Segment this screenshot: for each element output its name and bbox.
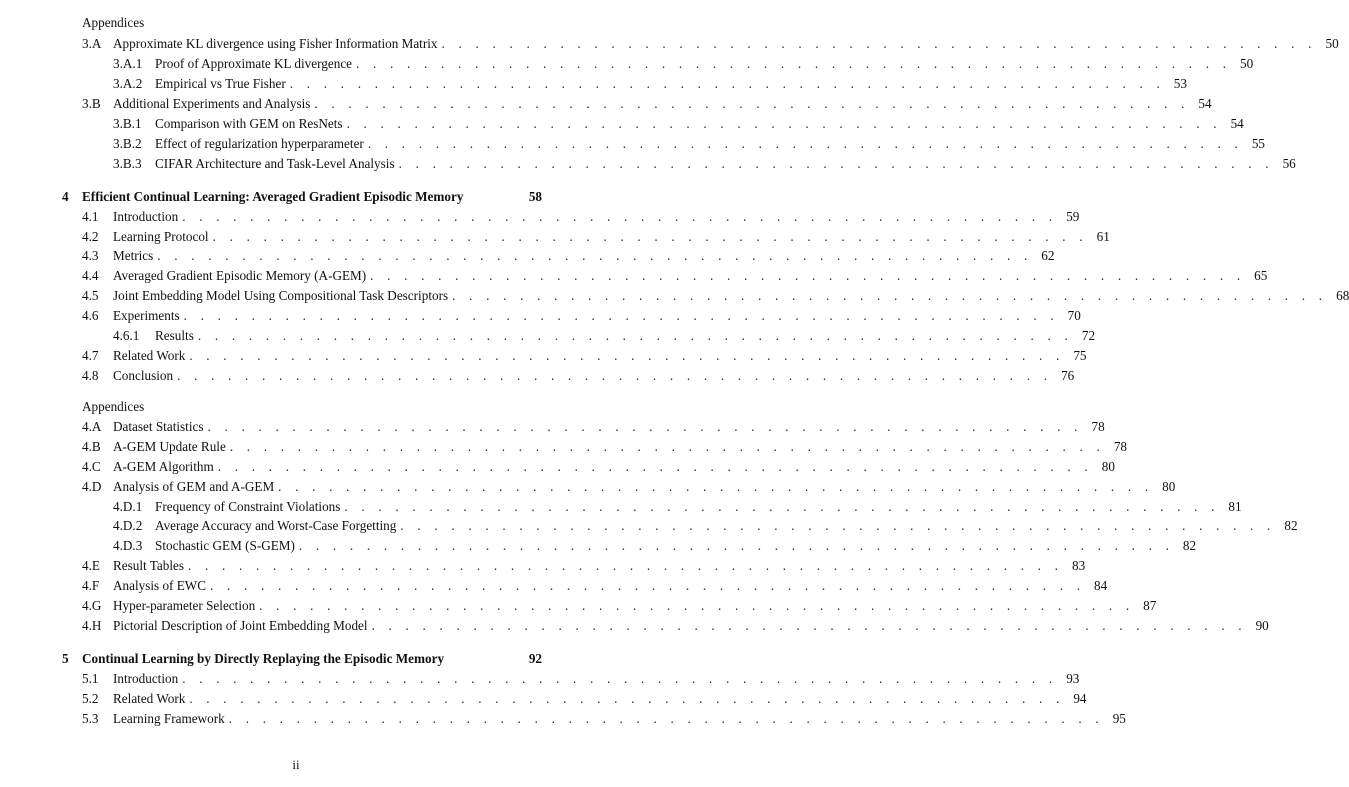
toc-entry-page: 59 <box>1066 209 1080 224</box>
toc-entry-title: Stochastic GEM (S-GEM) <box>155 538 295 553</box>
toc-entry-number: 4.3 <box>82 248 99 263</box>
dot-leader: . . . . . . . . . . . . . . . . . . . . . . . . . . . . . . . . . . . . . . . . . . . . . . . . . . . . <box>189 348 1065 363</box>
dot-leader: . . . . . . . . . . . . . . . . . . . . . . . . . . . . . . . . . . . . . . . . . . . . . . . . . . . . <box>346 116 1222 131</box>
toc-entry-title: Related Work <box>113 348 186 363</box>
toc-entry-number: 4.4 <box>82 268 99 283</box>
toc-entry[interactable] <box>82 618 1269 634</box>
toc-entry-number: 4.6.1 <box>113 328 140 343</box>
dot-leader: . . . . . . . . . . . . . . . . . . . . . . . . . . . . . . . . . . . . . . . . . . . . . . . . . . . . <box>452 288 1328 303</box>
toc-entry[interactable] <box>113 538 1197 554</box>
toc-entry-page: 94 <box>1073 691 1087 706</box>
toc-entry[interactable] <box>82 308 1081 324</box>
toc-entry-title: Comparison with GEM on ResNets <box>155 116 343 131</box>
toc-entry[interactable] <box>82 268 1268 284</box>
dot-leader: . . . . . . . . . . . . . . . . . . . . . . . . . . . . . . . . . . . . . . . . . . . . . . . . . . . . <box>398 156 1274 171</box>
toc-entry[interactable] <box>82 368 1075 384</box>
toc-entry[interactable] <box>82 288 1349 304</box>
toc-entry-page: 56 <box>1282 156 1296 171</box>
dot-leader: . . . . . . . . . . . . . . . . . . . . . . . . . . . . . . . . . . . . . . . . . . . . . . . . . . . . <box>189 691 1065 706</box>
dot-leader: . . . . . . . . . . . . . . . . . . . . . . . . . . . . . . . . . . . . . . . . . . . . . . . . . . . . <box>177 368 1053 383</box>
toc-entry-title: A-GEM Algorithm <box>113 459 214 474</box>
toc-entry-number: 4.D <box>82 479 102 494</box>
toc-entry-number: 4.6 <box>82 308 99 323</box>
toc-entry[interactable] <box>82 479 1176 495</box>
toc-entry-page: 80 <box>1162 479 1176 494</box>
toc-entry-title: Related Work <box>113 691 186 706</box>
toc-entry-page: 76 <box>1061 368 1075 383</box>
dot-leader: . . . . . . . . . . . . . . . . . . . . . . . . . . . . . . . . . . . . . . . . . . . . . . . . . . . . <box>210 578 1086 593</box>
dot-leader: . . . . . . . . . . . . . . . . . . . . . . . . . . . . . . . . . . . . . . . . . . . . . . . . . . . . <box>314 96 1190 111</box>
dot-leader: . . . . . . . . . . . . . . . . . . . . . . . . . . . . . . . . . . . . . . . . . . . . . . . . . . . . <box>356 56 1232 71</box>
toc-entry-number: 4.A <box>82 419 102 434</box>
toc-entry-number: 4.5 <box>82 288 99 303</box>
chapter-page: 92 <box>528 651 542 666</box>
toc-entry-number: 3.B.1 <box>113 116 142 131</box>
toc-entry-title: Analysis of EWC <box>113 578 207 593</box>
chapter-title: Efficient Continual Learning: Averaged Gradient Episodic Memory <box>82 189 464 204</box>
toc-entry-page: 54 <box>1198 96 1212 111</box>
dot-leader: . . . . . . . . . . . . . . . . . . . . . . . . . . . . . . . . . . . . . . . . . . . . . . . . . . . . <box>367 136 1243 151</box>
chapter-number: 4 <box>62 189 69 204</box>
toc-entry[interactable] <box>82 578 1108 594</box>
toc-entry-page: 84 <box>1094 578 1108 593</box>
toc-entry[interactable] <box>82 348 1087 364</box>
toc-entry-page: 81 <box>1228 499 1242 514</box>
chapter-title: Continual Learning by Directly Replaying the Episodic Memory <box>82 651 445 666</box>
toc-entry-page: 82 <box>1182 538 1197 553</box>
toc-entry[interactable] <box>82 248 1055 264</box>
toc-entry-number: 4.C <box>82 459 101 474</box>
dot-leader: . . . . . . . . . . . . . . . . . . . . . . . . . . . . . . . . . . . . . . . . . . . . . . . . . . . . <box>441 36 1317 51</box>
toc-entry[interactable] <box>82 96 1212 112</box>
toc-entry-title: Results <box>155 328 194 343</box>
chapter-page: 58 <box>528 189 542 204</box>
dot-leader: . . . . . . . . . . . . . . . . . . . . . . . . . . . . . . . . . . . . . . . . . . . . . . . . . . . . <box>259 598 1135 613</box>
toc-entry[interactable] <box>113 156 1296 172</box>
toc-entry-title: Pictorial Description of Joint Embedding Model <box>113 618 368 633</box>
toc-entry[interactable] <box>113 518 1298 534</box>
toc-entry[interactable] <box>82 229 1110 245</box>
dot-leader: . . . . . . . . . . . . . . . . . . . . . . . . . . . . . . . . . . . . . . . . . . . . . . . . . . . . <box>371 618 1247 633</box>
chapter-number: 5 <box>62 651 69 666</box>
dot-leader: . . . . . . . . . . . . . . . . . . . . . . . . . . . . . . . . . . . . . . . . . . . . . . . . . . . . <box>278 479 1154 494</box>
toc-entry-title: Empirical vs True Fisher <box>155 76 286 91</box>
toc-entry-page: 78 <box>1091 419 1105 434</box>
toc-entry-page: 61 <box>1096 229 1110 244</box>
toc-entry-page: 53 <box>1173 76 1187 91</box>
toc-entry-title: Hyper-parameter Selection <box>113 598 256 613</box>
dot-leader: . . . . . . . . . . . . . . . . . . . . . . . . . . . . . . . . . . . . . . . . . . . . . . . . . . . . <box>182 671 1058 686</box>
toc-entry-title: Additional Experiments and Analysis <box>113 96 311 111</box>
dot-leader: . . . . . . . . . . . . . . . . . . . . . . . . . . . . . . . . . . . . . . . . . . . . . . . . . . . . <box>229 439 1105 454</box>
toc-entry-page: 95 <box>1112 711 1126 726</box>
toc-entry-number: 5.2 <box>82 691 99 706</box>
dot-leader: . . . . . . . . . . . . . . . . . . . . . . . . . . . . . . . . . . . . . . . . . . . . . . . . . . . . <box>188 558 1064 573</box>
toc-entry-title: Learning Framework <box>113 711 225 726</box>
dot-leader: . . . . . . . . . . . . . . . . . . . . . . . . . . . . . . . . . . . . . . . . . . . . . . . . . . . . <box>207 419 1083 434</box>
toc-entry-page: 93 <box>1066 671 1080 686</box>
toc-entry-page: 87 <box>1143 598 1157 613</box>
toc-entry[interactable] <box>113 56 1254 72</box>
toc-entry-number: 4.B <box>82 439 101 454</box>
toc-entry-number: 4.F <box>82 578 100 593</box>
toc-entry-number: 4.D.1 <box>113 499 143 514</box>
toc-entry-title: Learning Protocol <box>113 229 209 244</box>
toc-entry-number: 4.H <box>82 618 102 633</box>
toc-entry-number: 5.3 <box>82 711 99 726</box>
toc-entry-number: 3.A.2 <box>113 76 143 91</box>
toc-entry-page: 70 <box>1067 308 1081 323</box>
toc-entry-title: Effect of regularization hyperparameter <box>155 136 364 151</box>
toc-entry-title: Average Accuracy and Worst-Case Forgetting <box>155 518 397 533</box>
toc-entry-title: Joint Embedding Model Using Compositional Task Descriptors <box>113 288 449 303</box>
dot-leader: . . . . . . . . . . . . . . . . . . . . . . . . . . . . . . . . . . . . . . . . . . . . . . . . . . . . <box>400 518 1276 533</box>
chapter-entry-4[interactable] <box>62 189 542 205</box>
toc-entry-page: 80 <box>1101 459 1115 474</box>
toc-entry-title: Frequency of Constraint Violations <box>155 499 341 514</box>
toc-entry-title: Approximate KL divergence using Fisher Information Matrix <box>113 36 438 51</box>
toc-entry-title: Analysis of GEM and A-GEM <box>113 479 275 494</box>
toc-entry-title: Dataset Statistics <box>113 419 204 434</box>
toc-entry[interactable] <box>82 711 1126 727</box>
dot-leader: . . . . . . . . . . . . . . . . . . . . . . . . . . . . . . . . . . . . . . . . . . . . . . . . . . . . <box>182 209 1058 224</box>
dot-leader: . . . . . . . . . . . . . . . . . . . . . . . . . . . . . . . . . . . . . . . . . . . . . . . . . . . . <box>217 459 1093 474</box>
toc-entry[interactable] <box>82 439 1127 455</box>
toc-entry-number: 4.G <box>82 598 102 613</box>
appendices-heading-4: Appendices <box>82 399 145 414</box>
dot-leader: . . . . . . . . . . . . . . . . . . . . . . . . . . . . . . . . . . . . . . . . . . . . . . . . . . . . <box>344 499 1220 514</box>
toc-entry-number: 3.A.1 <box>113 56 143 71</box>
dot-leader: . . . . . . . . . . . . . . . . . . . . . . . . . . . . . . . . . . . . . . . . . . . . . . . . . . . . <box>370 268 1246 283</box>
toc-entry[interactable] <box>82 419 1105 435</box>
page-number-footer: ii <box>292 757 300 772</box>
toc-entry[interactable] <box>82 598 1157 614</box>
toc-entry[interactable] <box>113 116 1244 132</box>
toc-entry-number: 4.7 <box>82 348 99 363</box>
dot-leader: . . . . . . . . . . . . . . . . . . . . . . . . . . . . . . . . . . . . . . . . . . . . . . . . . . . . <box>212 229 1088 244</box>
toc-entry[interactable] <box>82 36 1339 52</box>
toc-entry-page: 83 <box>1072 558 1086 573</box>
toc-entry-page: 68 <box>1336 288 1349 303</box>
toc-entry-page: 90 <box>1255 618 1269 633</box>
toc-entry-number: 4.2 <box>82 229 99 244</box>
toc-entry-title: Introduction <box>113 671 179 686</box>
dot-leader: . . . . . . . . . . . . . . . . . . . . . . . . . . . . . . . . . . . . . . . . . . . . . . . . . . . . <box>157 248 1033 263</box>
toc-entry-page: 78 <box>1113 439 1127 454</box>
toc-entry[interactable] <box>82 209 1080 225</box>
appendices-heading-3: Appendices <box>82 15 145 30</box>
toc-entry[interactable] <box>113 136 1265 152</box>
toc-entry[interactable] <box>82 459 1115 475</box>
dot-leader: . . . . . . . . . . . . . . . . . . . . . . . . . . . . . . . . . . . . . . . . . . . . . . . . . . . . <box>183 308 1059 323</box>
toc-entry-number: 4.D.2 <box>113 518 143 533</box>
toc-entry[interactable] <box>113 328 1096 344</box>
toc-entry-page: 50 <box>1325 36 1339 51</box>
toc-entry-number: 3.B <box>82 96 101 111</box>
toc-entry-title: Averaged Gradient Episodic Memory (A-GEM) <box>113 268 367 283</box>
toc-entry-number: 4.D.3 <box>113 538 143 553</box>
toc-entry-title: Proof of Approximate KL divergence <box>155 56 353 71</box>
dot-leader: . . . . . . . . . . . . . . . . . . . . . . . . . . . . . . . . . . . . . . . . . . . . . . . . . . . . <box>197 328 1074 343</box>
toc-entry-page: 75 <box>1073 348 1087 363</box>
toc-entry[interactable] <box>82 691 1087 707</box>
toc-entry-number: 3.A <box>82 36 102 51</box>
toc-entry-title: Experiments <box>113 308 180 323</box>
toc-entry[interactable] <box>82 558 1086 574</box>
toc-entry-number: 4.1 <box>82 209 99 224</box>
toc-entry-page: 50 <box>1240 56 1254 71</box>
chapter-entry-5[interactable] <box>62 651 542 667</box>
toc-entry-page: 82 <box>1284 518 1298 533</box>
toc-entry-page: 65 <box>1254 268 1268 283</box>
toc-entry-title: Result Tables <box>113 558 184 573</box>
toc-entry-title: Conclusion <box>113 368 174 383</box>
toc-entry-page: 55 <box>1251 136 1265 151</box>
toc-entry[interactable] <box>82 671 1080 687</box>
toc-entry-title: Metrics <box>113 248 154 263</box>
toc-entry-number: 4.8 <box>82 368 99 383</box>
toc-entry-number: 4.E <box>82 558 100 573</box>
toc-entry-page: 62 <box>1041 248 1055 263</box>
dot-leader: . . . . . . . . . . . . . . . . . . . . . . . . . . . . . . . . . . . . . . . . . . . . . . . . . . . . <box>289 76 1165 91</box>
toc-entry-page: 72 <box>1081 328 1096 343</box>
toc-entry[interactable] <box>113 76 1187 92</box>
toc-entry-page: 54 <box>1230 116 1244 131</box>
toc-entry-number: 3.B.3 <box>113 156 142 171</box>
toc-entry[interactable] <box>113 499 1242 515</box>
toc-entry-number: 3.B.2 <box>113 136 142 151</box>
toc-entry-title: CIFAR Architecture and Task-Level Analysis <box>155 156 395 171</box>
dot-leader: . . . . . . . . . . . . . . . . . . . . . . . . . . . . . . . . . . . . . . . . . . . . . . . . . . . . <box>298 538 1175 553</box>
dot-leader: . . . . . . . . . . . . . . . . . . . . . . . . . . . . . . . . . . . . . . . . . . . . . . . . . . . . <box>228 711 1104 726</box>
toc-entry-number: 5.1 <box>82 671 99 686</box>
toc-entry-title: A-GEM Update Rule <box>113 439 226 454</box>
toc-entry-title: Introduction <box>113 209 179 224</box>
